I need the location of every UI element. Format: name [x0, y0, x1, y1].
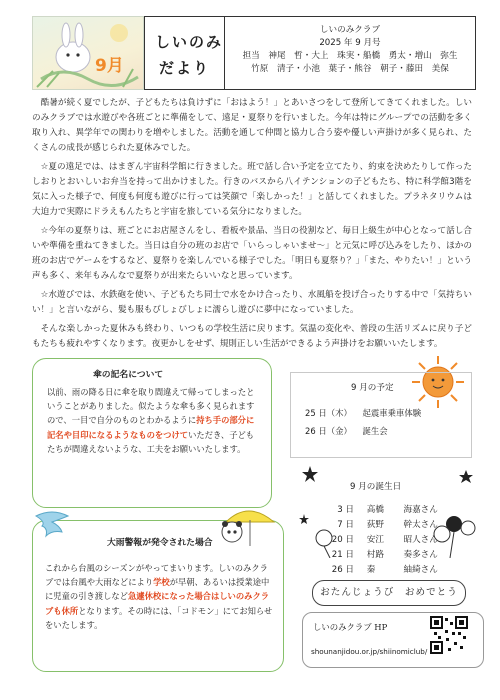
storm-text-5: となります。その時には、「コドモン」にてお知らせをいたします。	[45, 605, 273, 630]
birthday-day: 26 日	[331, 565, 354, 575]
birthday-surname: 高橋	[366, 505, 384, 515]
typhoon-icon	[32, 508, 72, 544]
birthday-name: 海嘉さん	[403, 505, 438, 515]
main-article	[32, 96, 472, 356]
birthday-surname: 荻野	[366, 520, 384, 530]
birthday-item	[330, 503, 438, 515]
birthday-item	[330, 548, 438, 560]
schedule-date: 25 日（木）	[305, 408, 352, 418]
birthday-surname: 村路	[366, 550, 384, 560]
header-info	[224, 16, 476, 90]
birthday-banner: おたんじょうび おめでとう	[312, 580, 466, 606]
birthday-name: 奏多さん	[403, 550, 438, 560]
storm-text-3: が早朝、あるいは授業途中に児童の引き渡しなど	[45, 577, 270, 602]
umbrella-notice-box	[32, 358, 272, 508]
bunny-illustration	[33, 17, 143, 89]
birthday-surname: 安江	[366, 535, 384, 545]
storm-highlight-school: 学校	[153, 577, 170, 588]
umbrella-highlight: 持ち手の部分に記名や目印になるようなものをつけて	[47, 415, 255, 440]
paragraph-intro: 酷暑が続く夏でしたが、子どもたちは負けずに「おはよう！」とあいさつをして登所してきてくれました。しいのみクラブでは水遊びや各班ごとに準備をして、遠足・夏祭りを行いました。今年は特にグループでの活動を多く取り入れ、異学年での関わりを増やしました。活動を通して仲間と協力し合う姿や優しい声掛けが多く見られ、たくさんの成長が感じられた夏休みでした。	[32, 98, 472, 153]
birthday-surname: 秦	[366, 565, 376, 575]
birthday-item	[330, 563, 438, 575]
qr-code-icon[interactable]	[430, 616, 468, 654]
storm-notice-title: 大雨警報が発令された場合	[107, 538, 213, 548]
storm-notice-text	[45, 561, 273, 632]
birthday-day: 20 日	[331, 535, 354, 545]
umbrella-text-1: 以前、雨の降る日に傘を取り間違えて帰ってしまったということがありました。似たような傘も多く見られますので、一目で自分のものとわかるように	[47, 387, 255, 426]
birthday-name: 昭人さん	[403, 535, 438, 545]
umbrella-text-3: いただき、子どもたちが間違えないような、工夫をお願いいたします。	[47, 429, 255, 454]
schedule-title: 9 月の予定	[351, 383, 394, 393]
panda-umbrella-icon	[212, 500, 278, 548]
homepage-url[interactable]: shounanjidou.or.jp/shiinomiclub/	[311, 647, 428, 656]
staff-line-1: 担当 神尾 哲・大上 珠実・船橋 勇太・増山 弥生	[242, 51, 458, 61]
schedule-event: 起震車乗車体験	[362, 408, 422, 418]
schedule-item	[305, 407, 421, 419]
birthday-day: 3 日	[337, 505, 354, 515]
paragraph-festival: ☆今年の夏祭りは、班ごとにお店屋さんをし、看板や景品、当日の役割など、毎日上級生が中心となって話し合いや準備を重ねてきました。当日は自分の班のお店で「いらっしゃいませ～」と元気に呼び込みをしたり、ほかの班のお店でゲームをするなど、夏祭りを楽しんでいる様子でした。「明日も夏祭り？」「また、やりたい！」という声も多く、来年もみんなで夏祭りが出来たらいいなと思っています。	[32, 226, 472, 281]
birthday-day: 21 日	[331, 550, 354, 560]
header-illustration	[32, 16, 144, 90]
schedule-item	[305, 425, 388, 437]
storm-highlight-closure: 急遽休校になった場合はしいのみクラブも休所	[45, 591, 270, 616]
staff-line-2: 竹原 清子・小池 葉子・熊谷 朝子・藤田 美保	[251, 64, 449, 74]
issue-date: 2025 年 9 月号	[319, 38, 381, 48]
birthday-name: 幹太さん	[403, 520, 438, 530]
schedule-date: 26 日（金）	[305, 426, 352, 436]
newsletter-title-line1: しいのみ	[155, 33, 224, 51]
schedule-box	[290, 372, 472, 458]
org-name: しいのみクラブ	[319, 25, 381, 35]
homepage-label: しいのみクラブ HP	[313, 622, 388, 632]
birthday-item	[330, 518, 438, 530]
birthday-day: 7 日	[337, 520, 354, 530]
schedule-event: 誕生会	[362, 426, 388, 436]
title-box	[144, 16, 225, 90]
newsletter-title-line2: だより	[159, 59, 211, 77]
paragraph-water-play: ☆水遊びでは、水鉄砲を使い、子どもたち同士で水をかけ合ったり、水風船を投げ合ったりする中で「気持ちいい！」と言いながら、髪も服もびしょびしょに濡らし遊びに夢中になっていました。	[32, 290, 472, 315]
birthday-title: 9 月の誕生日	[350, 482, 402, 492]
paragraph-closing: そんな楽しかった夏休みも終わり、いつもの学校生活に戻ります。気温の変化や、普段の生活リズムに戻り子どもたちも疲れやすくなります。夜更かしをせず、規則正しい生活ができるよう声掛けをお願いいたします。	[32, 324, 472, 349]
paragraph-excursion: ☆夏の遠足では、はまぎん宇宙科学館に行きました。班で話し合い予定を立てたり、約束を決めたりして作ったしおりとおいしいお弁当を持って出かけました。行きのバスから八イテンションの子どもたち、特に科学館3階を気に入った様子で、何度も何度も遊びに行っては笑顔で「楽しかった！」と話してくれました。プラネタリウムは大迫力で実際にドラえもんたちと宇宙を旅している気分になりました。	[32, 162, 472, 217]
birthday-item	[330, 533, 438, 545]
umbrella-notice-text	[47, 385, 257, 456]
logo-month: 9月	[95, 56, 124, 76]
umbrella-notice-title: 傘の記名について	[93, 370, 164, 380]
birthday-name: 紬綺さん	[403, 565, 438, 575]
storm-text-1: これから台風のシーズンがやってまいります。しいのみクラブでは台風や大雨などにより	[45, 563, 268, 588]
